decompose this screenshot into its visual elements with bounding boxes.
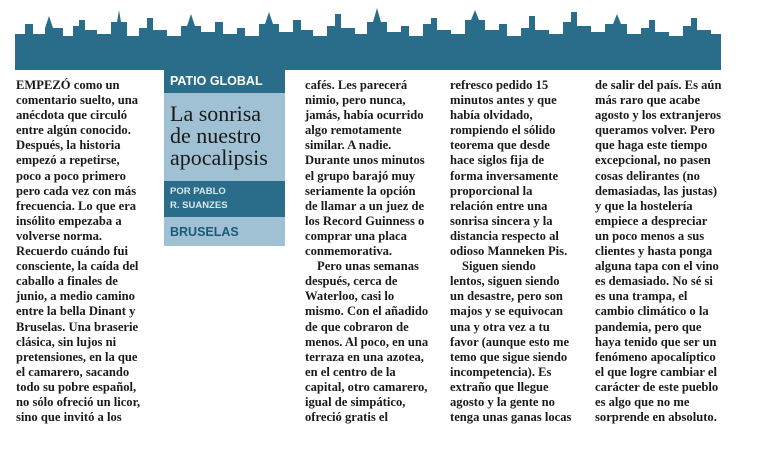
text-line: majos y se equivocan bbox=[450, 304, 563, 319]
text-line: es demasiado. No sé si bbox=[595, 274, 713, 289]
text-line: excepcional, no pasen bbox=[595, 153, 711, 168]
text-line: de llamar a un juez de bbox=[305, 198, 425, 213]
column-5-text bbox=[595, 78, 728, 425]
text-line: cambio climático o la bbox=[595, 304, 709, 319]
headline-line: apocalipsis bbox=[170, 145, 268, 170]
text-line: sino que invitó a los bbox=[16, 410, 122, 425]
byline-line: R. SUANZES bbox=[170, 200, 228, 211]
headline-line: La sonrisa bbox=[170, 101, 262, 126]
text-line: lentos, siguen siendo bbox=[450, 274, 560, 289]
text-line: odioso Manneken Pis. bbox=[450, 244, 568, 259]
text-line: relación entre una bbox=[450, 198, 548, 213]
text-line: anécdota que circuló bbox=[16, 108, 128, 123]
text-line: un desastre, pero son bbox=[450, 289, 563, 304]
text-line: los Record Guinness o bbox=[305, 213, 425, 228]
text-line: de que cobraron de bbox=[305, 319, 409, 334]
text-line: que haga este tiempo bbox=[595, 138, 708, 153]
column-1-first-line: como un bbox=[73, 78, 120, 92]
text-line: fenómeno apocalíptico bbox=[595, 349, 716, 364]
text-line: volverse norma. bbox=[16, 228, 103, 243]
text-line: clientes y hasta ponga bbox=[595, 244, 713, 259]
text-line: Bruselas. Una braserie bbox=[16, 319, 139, 334]
text-line: en el centro de la bbox=[305, 364, 396, 379]
text-line: insólito empezaba a bbox=[16, 213, 122, 228]
text-line: algo remotamente bbox=[305, 123, 402, 138]
text-line: alguna tapa con el vino bbox=[595, 259, 719, 274]
text-line: distancia respecto al bbox=[450, 228, 559, 243]
text-line: había olvidado, bbox=[450, 108, 533, 123]
text-line: después, cerca de bbox=[305, 274, 398, 289]
text-line: incompetencia). Es bbox=[450, 364, 552, 379]
text-line: pandemia, pero que bbox=[595, 319, 702, 334]
text-line: mismo. Con el añadido bbox=[305, 304, 429, 319]
text-line: temo que sigue siendo bbox=[450, 349, 568, 364]
text-line: conmemorativa. bbox=[305, 244, 393, 259]
text-line: Recuerdo cuándo fui bbox=[16, 244, 128, 259]
article-headline bbox=[170, 103, 286, 169]
text-line: seriamente la opción bbox=[305, 183, 416, 198]
text-line: haya tenido que ser un bbox=[595, 334, 717, 349]
column-4-paragraph-2 bbox=[450, 259, 580, 425]
text-line: junio, a medio camino bbox=[16, 289, 135, 304]
text-line: no sólo ofreció un licor, bbox=[16, 394, 141, 409]
text-line: rompiendo el sólido bbox=[450, 123, 556, 138]
byline bbox=[164, 181, 285, 217]
text-line: el camarero, sacando bbox=[16, 364, 130, 379]
text-line: agosto y los extranjeros bbox=[595, 108, 722, 123]
text-line: hace siglos fija de bbox=[450, 153, 545, 168]
text-line: entre la bella Dinant y bbox=[16, 304, 136, 319]
column-3-paragraph-1 bbox=[305, 78, 437, 259]
text-line: teorema que desde bbox=[450, 138, 550, 153]
text-line: una y otra vez a tu bbox=[450, 319, 550, 334]
text-line: es una trampa, el bbox=[595, 289, 688, 304]
article-column-3 bbox=[305, 78, 437, 425]
text-line: comentario suelto, una bbox=[16, 93, 139, 108]
text-line: extraño que llegue bbox=[450, 379, 549, 394]
text-line: y que la hostelería bbox=[595, 198, 693, 213]
text-line: el que logre cambiar el bbox=[595, 364, 717, 379]
text-line: demasiadas, las justas) bbox=[595, 183, 718, 198]
text-line: pero cada vez con más bbox=[16, 183, 137, 198]
text-line: agosto y la gente no bbox=[450, 394, 555, 409]
column-4-paragraph-1 bbox=[450, 78, 580, 259]
text-line: comprar una placa bbox=[305, 228, 407, 243]
article-column-4 bbox=[450, 78, 580, 425]
text-line: Siguen siendo bbox=[462, 259, 536, 274]
text-line: menos. Al poco, en una bbox=[305, 334, 429, 349]
text-line: poco a poco primero bbox=[16, 168, 126, 183]
text-line: consciente, la caída del bbox=[16, 259, 139, 274]
text-line: más raro que acabe bbox=[595, 93, 701, 108]
text-line: Waterloo, casi lo bbox=[305, 289, 395, 304]
text-line: capital, otro camarero, bbox=[305, 379, 428, 394]
article-column-5 bbox=[595, 78, 728, 425]
text-line: sorprende en absoluto. bbox=[595, 410, 717, 425]
text-line: empezó a repetirse, bbox=[16, 153, 120, 168]
column-1-text bbox=[16, 78, 148, 425]
text-line: refresco pedido 15 bbox=[450, 78, 549, 92]
article-column-1 bbox=[16, 78, 148, 425]
dateline-city: BRUSELAS bbox=[170, 225, 239, 239]
text-line: Después, la historia bbox=[16, 138, 121, 153]
text-line: carácter de este pueblo bbox=[595, 379, 719, 394]
text-line: igual de simpático, bbox=[305, 394, 406, 409]
text-line: favor (aunque esto me bbox=[450, 334, 570, 349]
text-line: cafés. Les parecerá bbox=[305, 78, 408, 92]
text-line: cosas delirantes (no bbox=[595, 168, 700, 183]
text-line: clásica, sin lujos ni bbox=[16, 334, 117, 349]
text-line: nimio, pero nunca, bbox=[305, 93, 406, 108]
column-3-paragraph-2 bbox=[305, 259, 437, 425]
text-line: forma inversamente bbox=[450, 168, 559, 183]
text-line: Pero unas semanas bbox=[317, 259, 419, 274]
text-line: queramos volver. Pero bbox=[595, 123, 715, 138]
text-line: terraza en una azotea, bbox=[305, 349, 424, 364]
text-line: Durante unos minutos bbox=[305, 153, 425, 168]
text-line: de salir del país. Es aún bbox=[595, 78, 722, 92]
text-line: todo su pobre español, bbox=[16, 379, 137, 394]
text-line: empiece a despreciar bbox=[595, 213, 708, 228]
headline-line: de nuestro bbox=[170, 123, 262, 148]
text-line: ofreció gratis el bbox=[305, 410, 388, 425]
text-line: proporcional la bbox=[450, 183, 533, 198]
text-line: es algo que no me bbox=[595, 394, 690, 409]
text-line: sonrisa sincera y la bbox=[450, 213, 553, 228]
text-line: entre algún conocido. bbox=[16, 123, 131, 138]
text-line: caballo a finales de bbox=[16, 274, 118, 289]
text-line: jamás, había ocurrido bbox=[305, 108, 424, 123]
text-line: un poco menos a sus bbox=[595, 228, 705, 243]
city-skyline-banner bbox=[15, 0, 721, 70]
text-line: minutos antes y que bbox=[450, 93, 557, 108]
text-line: similar. A nadie. bbox=[305, 138, 392, 153]
text-line: tenga unas ganas locas bbox=[450, 410, 572, 425]
text-line: el grupo barajó muy bbox=[305, 168, 416, 183]
section-label: PATIO GLOBAL bbox=[164, 70, 285, 93]
byline-line: POR PABLO bbox=[170, 186, 226, 197]
text-line: pretensiones, en la que bbox=[16, 349, 138, 364]
text-line: frecuencia. Lo que era bbox=[16, 198, 137, 213]
column-header-box bbox=[164, 70, 285, 246]
lead-word: EMPEZÓ bbox=[16, 78, 71, 92]
